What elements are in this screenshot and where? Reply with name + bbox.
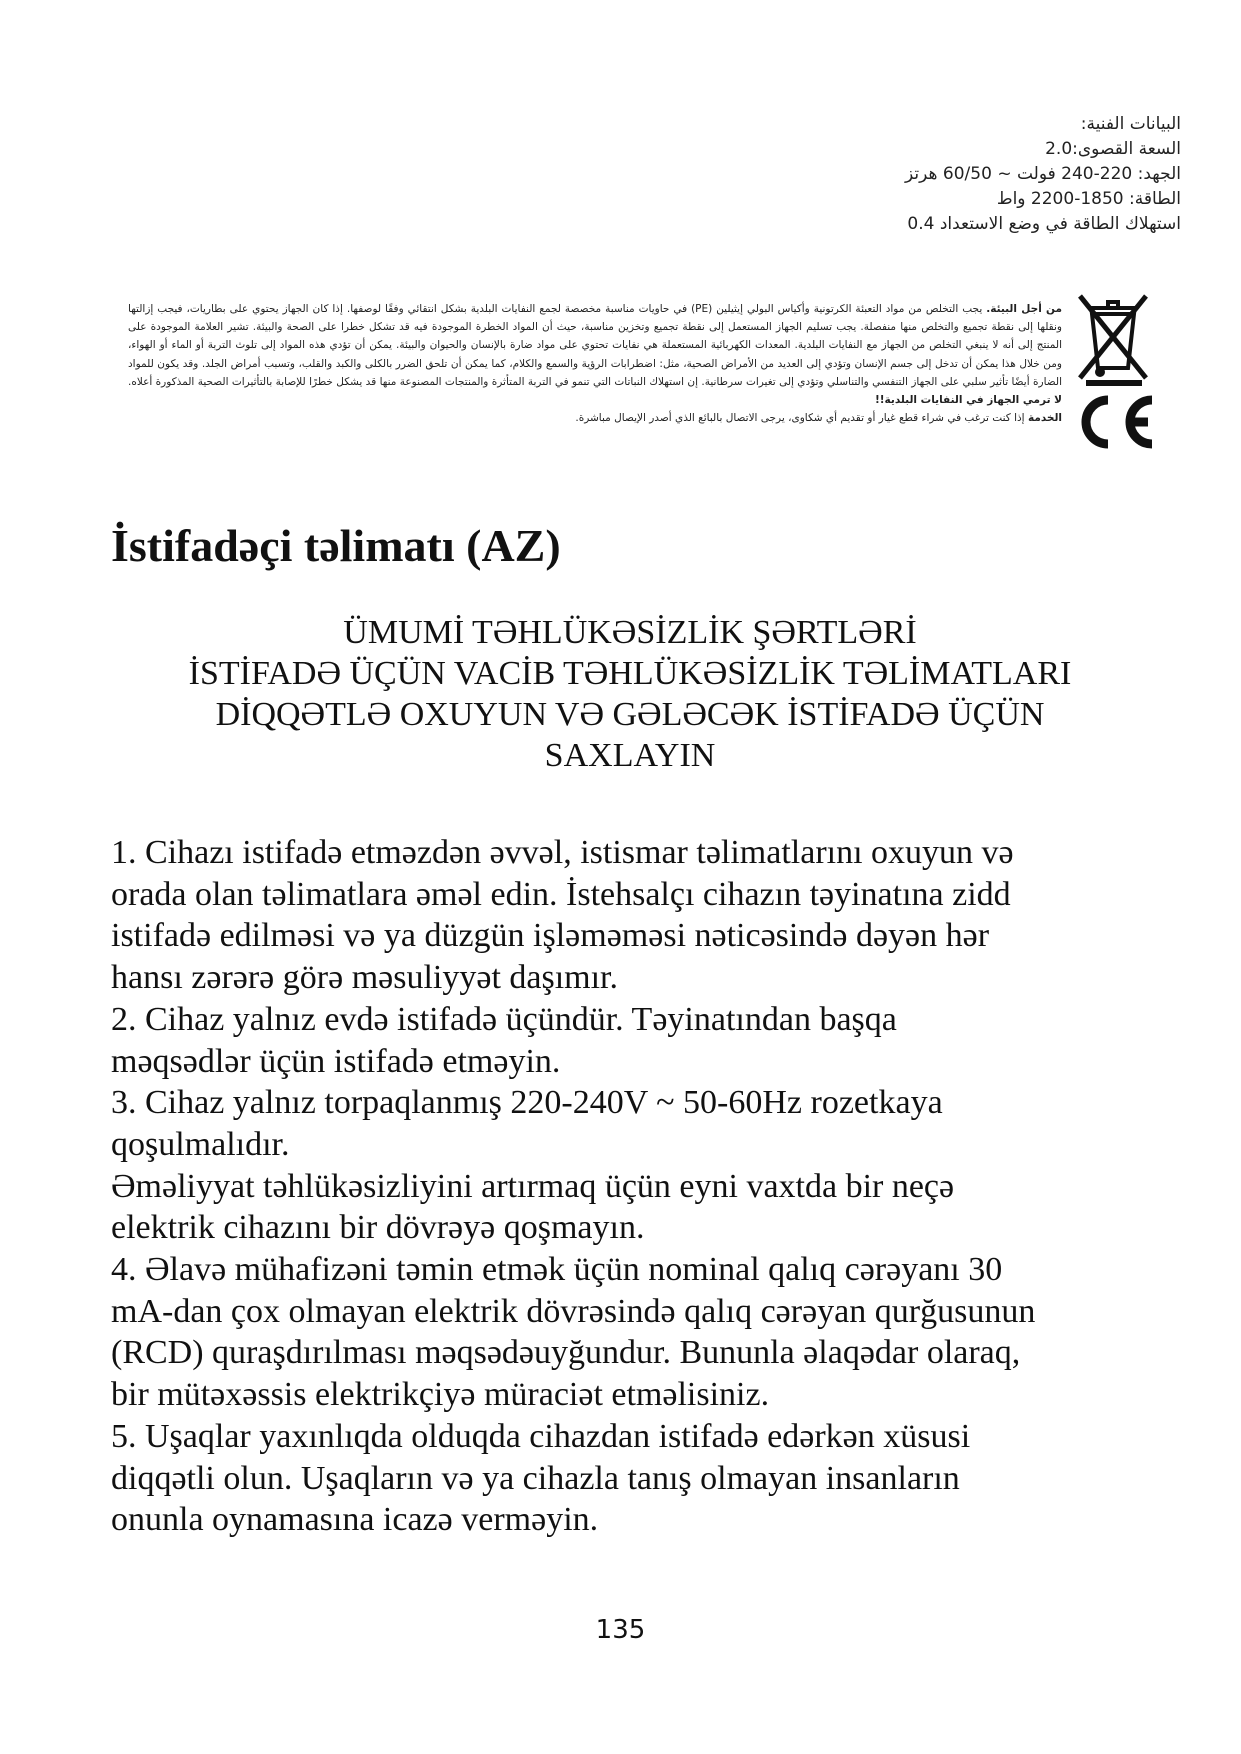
- technical-specs: [481, 112, 1181, 237]
- compliance-icons: [1072, 286, 1182, 452]
- body-line: hansı zərərə görə məsuliyyət daşımır.: [111, 959, 618, 997]
- body-line: istifadə edilməsi və ya düzgün işləməməsi nəticəsində dəyən hər: [111, 917, 990, 955]
- body-line: orada olan təlimatlara əməl edin. İstehsalçı cihazın təyinatına zidd: [111, 875, 1011, 913]
- safety-heading: [120, 612, 1140, 776]
- body-line: 5. Uşaqlar yaxınlıqda olduqda cihazdan istifadə edərkən xüsusi: [111, 1417, 971, 1455]
- environment-notice: [128, 300, 1062, 427]
- body-line: məqsədlər üçün istifadə etməyin.: [111, 1042, 561, 1080]
- crossed-out-wheelie-bin-icon: [1072, 286, 1154, 386]
- service-heading: الخدمة: [1027, 412, 1062, 425]
- environment-heading: من أجل البيئة.: [986, 303, 1063, 315]
- body-line: elektrik cihazını bir dövrəyə qoşmayın.: [111, 1209, 645, 1247]
- spec-standby: استهلاك الطاقة في وضع الاستعداد 0.4: [907, 214, 1181, 234]
- instructions-body: [111, 832, 1171, 1541]
- spec-power: الطاقة: 1850-2200 واط: [996, 189, 1181, 209]
- body-line: Əməliyyat təhlükəsizliyini artırmaq üçün eyni vaxtda bir neçə: [111, 1167, 955, 1205]
- body-line: bir mütəxəssis elektrikçiyə müraciət etməlisiniz.: [111, 1376, 770, 1414]
- spec-capacity: السعة القصوى:2.0: [1045, 139, 1181, 159]
- page-title: İstifadəçi təlimatı (AZ): [111, 520, 561, 571]
- body-line: qoşulmalıdır.: [111, 1125, 290, 1163]
- body-line: 3. Cihaz yalnız torpaqlanmış 220-240V ~ 50-60Hz rozetkaya: [111, 1084, 943, 1122]
- spec-title: البيانات الفنية:: [1080, 114, 1181, 134]
- ce-mark-icon: [1072, 392, 1158, 452]
- body-line: diqqətli olun. Uşaqların və ya cihazla tanış olmayan insanların: [111, 1459, 960, 1497]
- body-line: 2. Cihaz yalnız evdə istifadə üçündür. Təyinatından başqa: [111, 1000, 897, 1038]
- safety-heading-line: DİQQƏTLƏ OXUYUN VƏ GƏLƏCƏK İSTİFADƏ ÜÇÜN: [215, 696, 1045, 733]
- environment-warning: لا ترمي الجهاز في النفايات البلدية!!: [874, 394, 1062, 407]
- body-line: mA-dan çox olmayan elektrik dövrəsində qalıq cərəyan qurğusunun: [111, 1292, 1036, 1330]
- body-line: (RCD) quraşdırılması məqsədəuyğundur. Bununla əlaqədar olaraq,: [111, 1334, 1021, 1372]
- safety-heading-line: ÜMUMİ TƏHLÜKƏSİZLİK ŞƏRTLƏRİ: [343, 614, 917, 651]
- safety-heading-line: SAXLAYIN: [544, 737, 716, 774]
- page-number: 135: [595, 1615, 646, 1645]
- service-text: إذا كنت ترغب في شراء قطع غيار أو تقديم أي شكاوى، يرجى الاتصال بالبائع الذي أصدر الإيصال مباشرة.: [575, 412, 1025, 425]
- safety-heading-line: İSTİFADƏ ÜÇÜN VACİB TƏHLÜKƏSİZLİK TƏLİMATLARI: [188, 655, 1072, 692]
- body-line: onunla oynamasına icazə verməyin.: [111, 1501, 599, 1539]
- spec-voltage: الجهد: 220-240 فولت ~ 60/50 هرتز: [905, 164, 1181, 184]
- body-line: 4. Əlavə mühafizəni təmin etmək üçün nominal qalıq cərəyanı 30: [111, 1251, 1003, 1289]
- body-line: 1. Cihazı istifadə etməzdən əvvəl, istismar təlimatlarını oxuyun və: [111, 834, 1014, 871]
- environment-paragraph: يجب التخلص من مواد التعبئة الكرتونية وأكياس البولي إيثيلين (PE) في حاويات مناسبة مخصصة لجمع النفايات البلدية بشكل انتقائي وفقًا لوصفها. إذا كان الجهاز يحتوي على بطاريات، فيجب إزالتها ونقلها إلى نقطة تجميع والتخلص منها منفصلة. يجب تسليم الجهاز المستعمل إلى نقطة تجميع وتخزين مناسبة، حيث أن المواد الخطرة الموجودة فيه قد تشكل خطرا على الصحة والبيئة. تشير العلامة الموجودة على المنتج إلى أنه لا ينبغي التخلص من الجهاز مع النفايات البلدية. المعدات الكهربائية المستعملة هي نفايات تحتوي على مواد ضارة بالإنسان والحيوان والبيئة. يمكن أن تؤدي هذه المواد إلى تلوث التربة أو الماء أو الهواء، ومن خلال هذا يمكن أن تدخل إلى جسم الإنسان وتؤدي إلى العديد من الأمراض الصحية، مثل: اضطرابات الرؤية والسمع والكلام، كما يمكن أن تلحق الضرر بالكلى والكبد والقلب، وتسبب أمراض الجلد. وقد يكون للمواد الضارة أيضًا تأثير سلبي على الجهاز التنفسي والتناسلي وتؤدي إلى تغيرات سرطانية. إن استهلاك النباتات التي تنمو في التربة المتأثرة والمنتجات المصنوعة منها قد يشكل خطرًا للإصابة بالتأثيرات الصحية المذكورة أعلاه.: [128, 303, 1062, 388]
